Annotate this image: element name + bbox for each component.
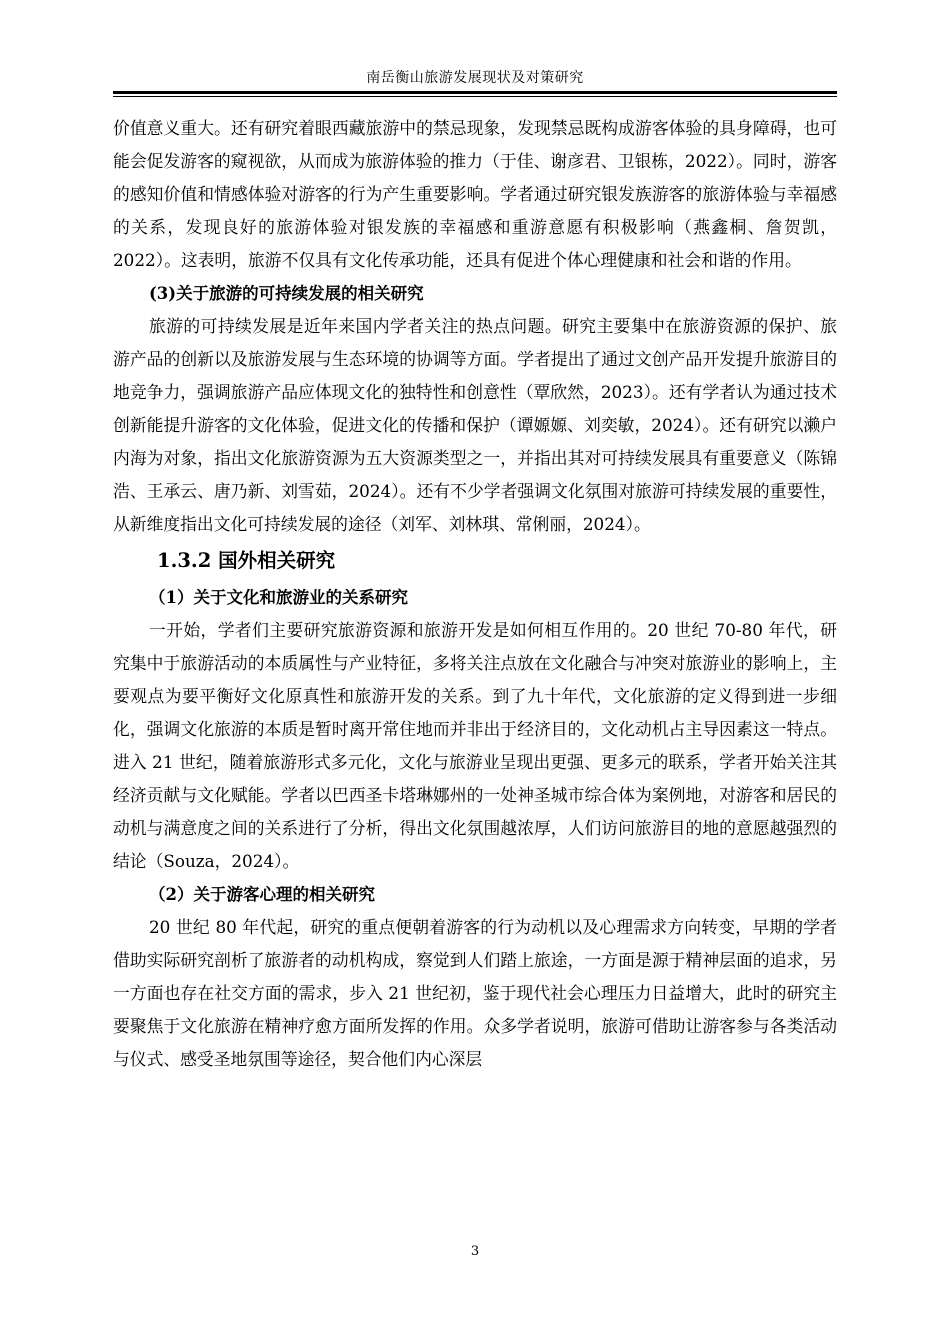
subheading-tourist-psychology: （2）关于游客心理的相关研究 <box>149 885 375 904</box>
running-header: 南岳衡山旅游发展现状及对策研究 <box>366 70 584 86</box>
subheading-culture-tourism-relation: （1）关于文化和旅游业的关系研究 <box>149 588 408 607</box>
subheading-sustainable-development: (3)关于旅游的可持续发展的相关研究 <box>149 284 424 303</box>
paragraph-continued: 价值意义重大。还有研究着眼西藏旅游中的禁忌现象，发现禁忌既构成游客体验的具身障碍，也可能会促发游客的窥视欲，从而成为旅游体验的推力（于佳、谢彦君、卫银栋，2022）。同时，游客的感知价值和情感体验对游客的行为产生重要影响。学者通过研究银发族游客的旅游体验与幸福感的关系，发现良好的旅游体验对银发族的幸福感和重游意愿有积极影响（燕鑫桐、詹贺凯，2022）。这表明，旅游不仅具有文化传承功能，还具有促进个体心理健康和社会和谐的作用。 <box>113 118 837 270</box>
page-number: 3 <box>470 1244 480 1259</box>
paragraph-tourist-psychology: 20 世纪 80 年代起，研究的重点便朝着游客的行为动机以及心理需求方向转变，早期的学者借助实际研究剖析了旅游者的动机构成，察觉到人们踏上旅途，一方面是源于精神层面的追求，另一方面也存在社交方面的需求，步入 21 世纪初，鉴于现代社会心理压力日益增大，此时的研究主要聚焦于文化旅游在精神疗愈方面所发挥的作用。众多学者说明，旅游可借助让游客参与各类活动与仪式、感受圣地氛围等途径，契合他们内心深层 <box>113 917 837 1069</box>
section-heading-foreign-research: 1.3.2 国外相关研究 <box>157 549 336 572</box>
page-body <box>113 112 837 1076</box>
paragraph-sustainable-development: 旅游的可持续发展是近年来国内学者关注的热点问题。研究主要集中在旅游资源的保护、旅游产品的创新以及旅游发展与生态环境的协调等方面。学者提出了通过文创产品开发提升旅游目的地竞争力，强调旅游产品应体现文化的独特性和创意性（覃欣然，2023）。还有学者认为通过技术创新能提升游客的文化体验，促进文化的传播和保护（谭嫄嫄、刘奕敏，2024）。还有研究以濑户内海为对象，指出文化旅游资源为五大资源类型之一，并指出其对可持续发展具有重要意义（陈锦浩、王承云、唐乃新、刘雪茹，2024）。还有不少学者强调文化氛围对旅游可持续发展的重要性，从新维度指出文化可持续发展的途径（刘军、刘林琪、常俐丽，2024）。 <box>113 316 837 534</box>
paragraph-culture-tourism-relation: 一开始，学者们主要研究旅游资源和旅游开发是如何相互作用的。20 世纪 70-80 年代，研究集中于旅游活动的本质属性与产业特征，多将关注点放在文化融合与冲突对旅游业的影响上，主要观点为要平衡好文化原真性和旅游开发的关系。到了九十年代，文化旅游的定义得到进一步细化，强调文化旅游的本质是暂时离开常住地而并非出于经济目的，文化动机占主导因素这一特点。进入 21 世纪，随着旅游形式多元化，文化与旅游业呈现出更强、更多元的联系，学者开始关注其经济贡献与文化赋能。学者以巴西圣卡塔琳娜州的一处神圣城市综合体为案例地，对游客和居民的动机与满意度之间的关系进行了分析，得出文化氛围越浓厚，人们访问旅游目的地的意愿越强烈的结论（Souza，2024）。 <box>113 620 837 871</box>
header-rule-thin <box>113 96 837 97</box>
header-rule-thick <box>113 91 837 94</box>
